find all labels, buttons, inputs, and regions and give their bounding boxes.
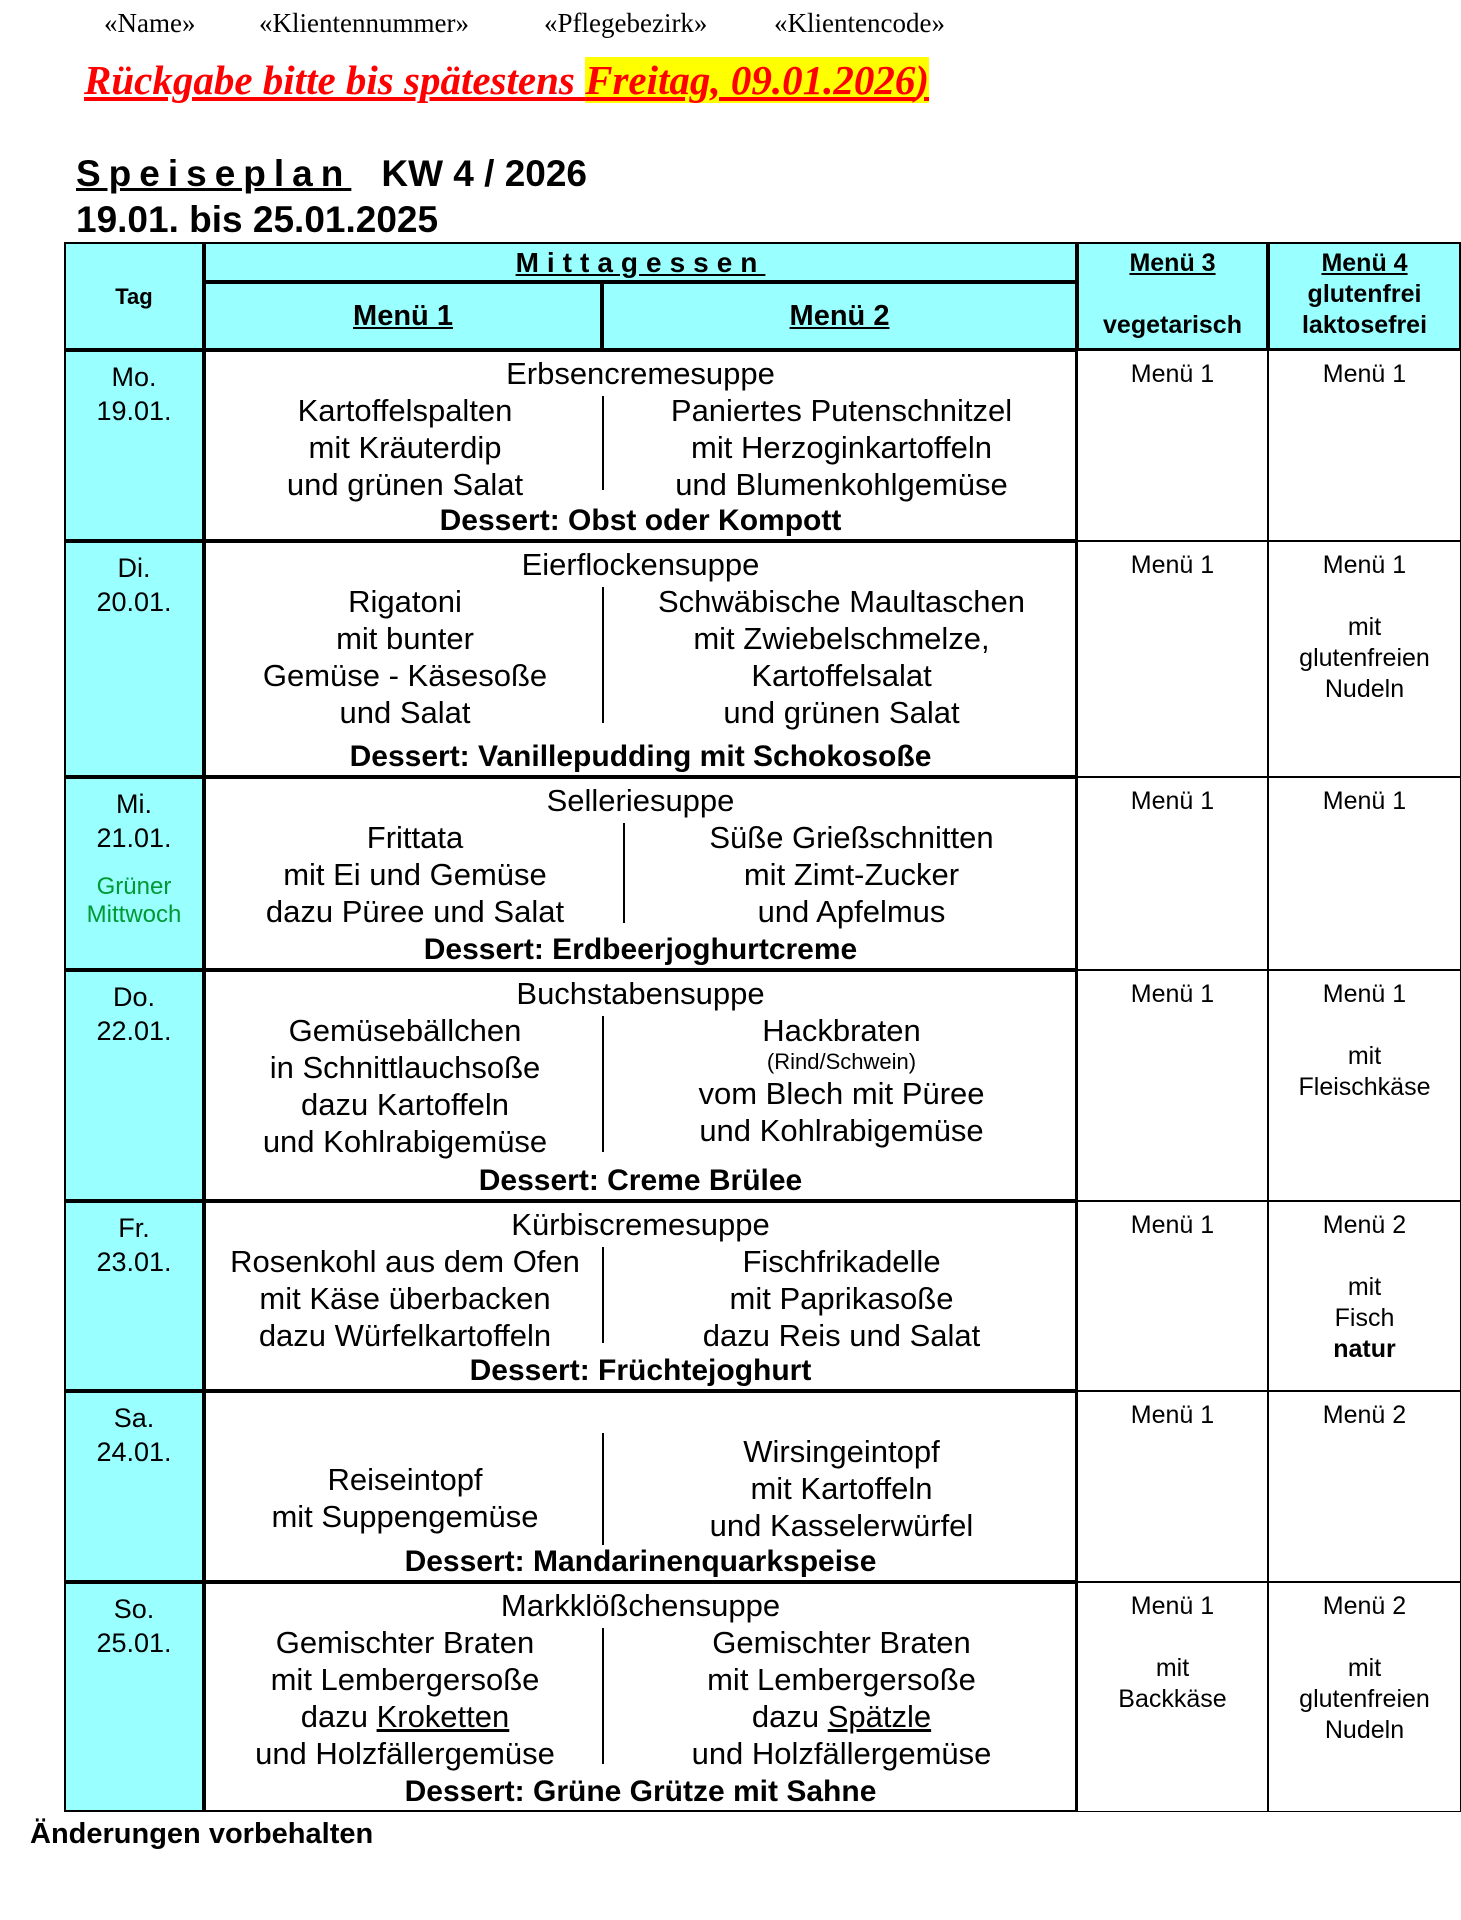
day-date: 21.01. [96,823,172,853]
header-menu4-sub2: laktosefrei [1301,311,1428,339]
day-cell-do [64,970,204,1201]
header-tag: Tag [115,284,153,309]
menu3-cell-mi: Menü 1 [1077,777,1268,970]
day-cell-fr [64,1201,204,1391]
soup: Kürbiscremesuppe [511,1207,770,1242]
menu1-dish: Frittata mit Ei und Gemüse dazu Püree und Salat [265,820,565,929]
dessert: Dessert: Obst oder Kompott [439,504,842,537]
menu2-dish: Süße Grießschnitten mit Zimt-Zucker und Apfelmus [709,820,994,929]
soup: Eierflockensuppe [521,547,760,582]
header-menu1: Menü 1 [353,300,453,332]
footer-note: Änderungen vorbehalten [30,1818,374,1850]
day-name: Sa. [113,1403,155,1433]
date-range: 19.01. bis 25.01.2025 [76,199,439,240]
dessert: Dessert: Erdbeerjoghurtcreme [423,933,858,966]
return-deadline [84,56,929,104]
merge-field-care-district: «Pflegebezirk» [544,8,708,38]
dessert: Dessert: Früchtejoghurt [469,1354,812,1387]
menu3-cell-fr: Menü 1 [1077,1201,1268,1391]
day-note: Grüner Mittwoch [86,873,182,928]
menu4-cell-di: Menü 1 mit glutenfreien Nudeln [1268,541,1461,777]
menu4-cell-do: Menü 1 mit Fleischkäse [1268,970,1461,1201]
day-date: 25.01. [96,1628,172,1658]
menu2-dish: Fischfrikadelle mit Paprikasoße dazu Reis und Salat [702,1244,981,1353]
menu4-cell-sa: Menü 2 [1268,1391,1461,1582]
day-cell-mo [64,350,204,541]
menu4-cell-so: Menü 2 mit glutenfreien Nudeln [1268,1582,1461,1812]
menu3-cell-do: Menü 1 [1077,970,1268,1201]
header-menu4-sub1: glutenfrei [1307,280,1422,308]
title-week: KW 4 / 2026 [381,153,588,194]
soup: Erbsencremesuppe [506,356,775,391]
meal-row-mo [204,350,1077,541]
menu-table [64,242,1431,1808]
meal-row-sa [204,1391,1077,1582]
menu1-dish: Rosenkohl aus dem Ofen mit Käse überbacken dazu Würfelkartoffeln [230,1244,580,1353]
meal-row-do [204,970,1077,1201]
day-date: 19.01. [96,396,172,426]
header-tag-cell [64,242,204,350]
header-menu2-cell [602,282,1077,350]
day-cell-mi [64,777,204,970]
menu2-dish: Paniertes Putenschnitzel mit Herzoginkartoffeln und Blumenkohlgemüse [670,393,1013,502]
day-name: Di. [117,553,151,583]
menu4-cell-fr: Menü 2 mit Fisch natur [1268,1201,1461,1391]
header-menu2: Menü 2 [789,300,890,332]
merge-field-client-number: «Klientennummer» [259,8,469,38]
header-menu4: Menü 4 [1321,249,1408,277]
dessert: Dessert: Grüne Grütze mit Sahne [404,1775,877,1808]
dessert: Dessert: Mandarinenquarkspeise [404,1545,877,1578]
header-menu3: Menü 3 [1129,249,1216,277]
meal-row-di [204,541,1077,777]
page-title [76,152,587,196]
day-name: Do. [112,982,156,1012]
meal-row-mi [204,777,1077,970]
meal-row-fr [204,1201,1077,1391]
header-menu3-sub: vegetarisch [1103,311,1242,339]
deadline-prefix: Rückgabe bitte bis spätestens [84,57,586,103]
menu1-dish: Kartoffelspalten mit Kräuterdip und grünen Salat [286,393,524,502]
day-date: 22.01. [96,1016,172,1046]
day-name: So. [113,1594,155,1624]
day-cell-so [64,1582,204,1812]
menu3-cell-mo: Menü 1 [1077,350,1268,541]
menu1-dish: Reiseintopf mit Suppengemüse [271,1462,539,1534]
dessert: Dessert: Creme Brülee [478,1164,803,1197]
dessert: Dessert: Vanillepudding mit Schokosoße [349,740,932,773]
menu3-cell-sa: Menü 1 [1077,1391,1268,1582]
merge-field-name: «Name» [104,8,196,38]
day-name: Mo. [111,362,157,392]
menu1-dish: Gemüsebällchen in Schnittlauchsoße dazu Kartoffeln und Kohlrabigemüse [262,1013,548,1159]
day-cell-sa [64,1391,204,1582]
soup: Markklößchensuppe [500,1588,781,1623]
header-menu3-cell [1077,242,1268,350]
soup: Buchstabensuppe [516,976,765,1011]
menu3-cell-di: Menü 1 [1077,541,1268,777]
menu3-cell-so: Menü 1 mit Backkäse [1077,1582,1268,1812]
day-name: Fr. [118,1213,150,1243]
day-name: Mi. [116,789,152,819]
menu1-dish: Gemischter Braten mit Lembergersoße dazu Kroketten und Holzfällergemüse [255,1625,555,1771]
menu1-dish: Rigatoni mit bunter Gemüse - Käsesoße und Salat [262,584,548,730]
header-mittagessen-cell [204,242,1077,282]
header-menu4-cell [1268,242,1461,350]
day-cell-di [64,541,204,777]
header-menu1-cell [204,282,602,350]
menu2-dish: Wirsingeintopf mit Kartoffeln und Kasselerwürfel [709,1434,974,1543]
menu2-dish: Hackbraten (Rind/Schwein) vom Blech mit Püree und Kohlrabigemüse [698,1013,985,1148]
menu4-cell-mo: Menü 1 [1268,350,1461,541]
day-date: 20.01. [96,587,172,617]
merge-field-client-code: «Klientencode» [774,8,945,38]
menu2-dish: Gemischter Braten mit Lembergersoße dazu Spätzle und Holzfällergemüse [691,1625,992,1771]
meal-row-so [204,1582,1077,1812]
menu2-dish: Schwäbische Maultaschen mit Zwiebelschmelze, Kartoffelsalat und grünen Salat [657,584,1026,730]
title-word: Speiseplan [76,153,352,194]
soup: Selleriesuppe [546,783,735,818]
deadline-date: Freitag, 09.01.2026) [585,57,930,103]
day-date: 24.01. [96,1437,172,1467]
menu4-cell-mi: Menü 1 [1268,777,1461,970]
header-mittagessen: Mittagessen [515,247,766,278]
day-date: 23.01. [96,1247,172,1277]
